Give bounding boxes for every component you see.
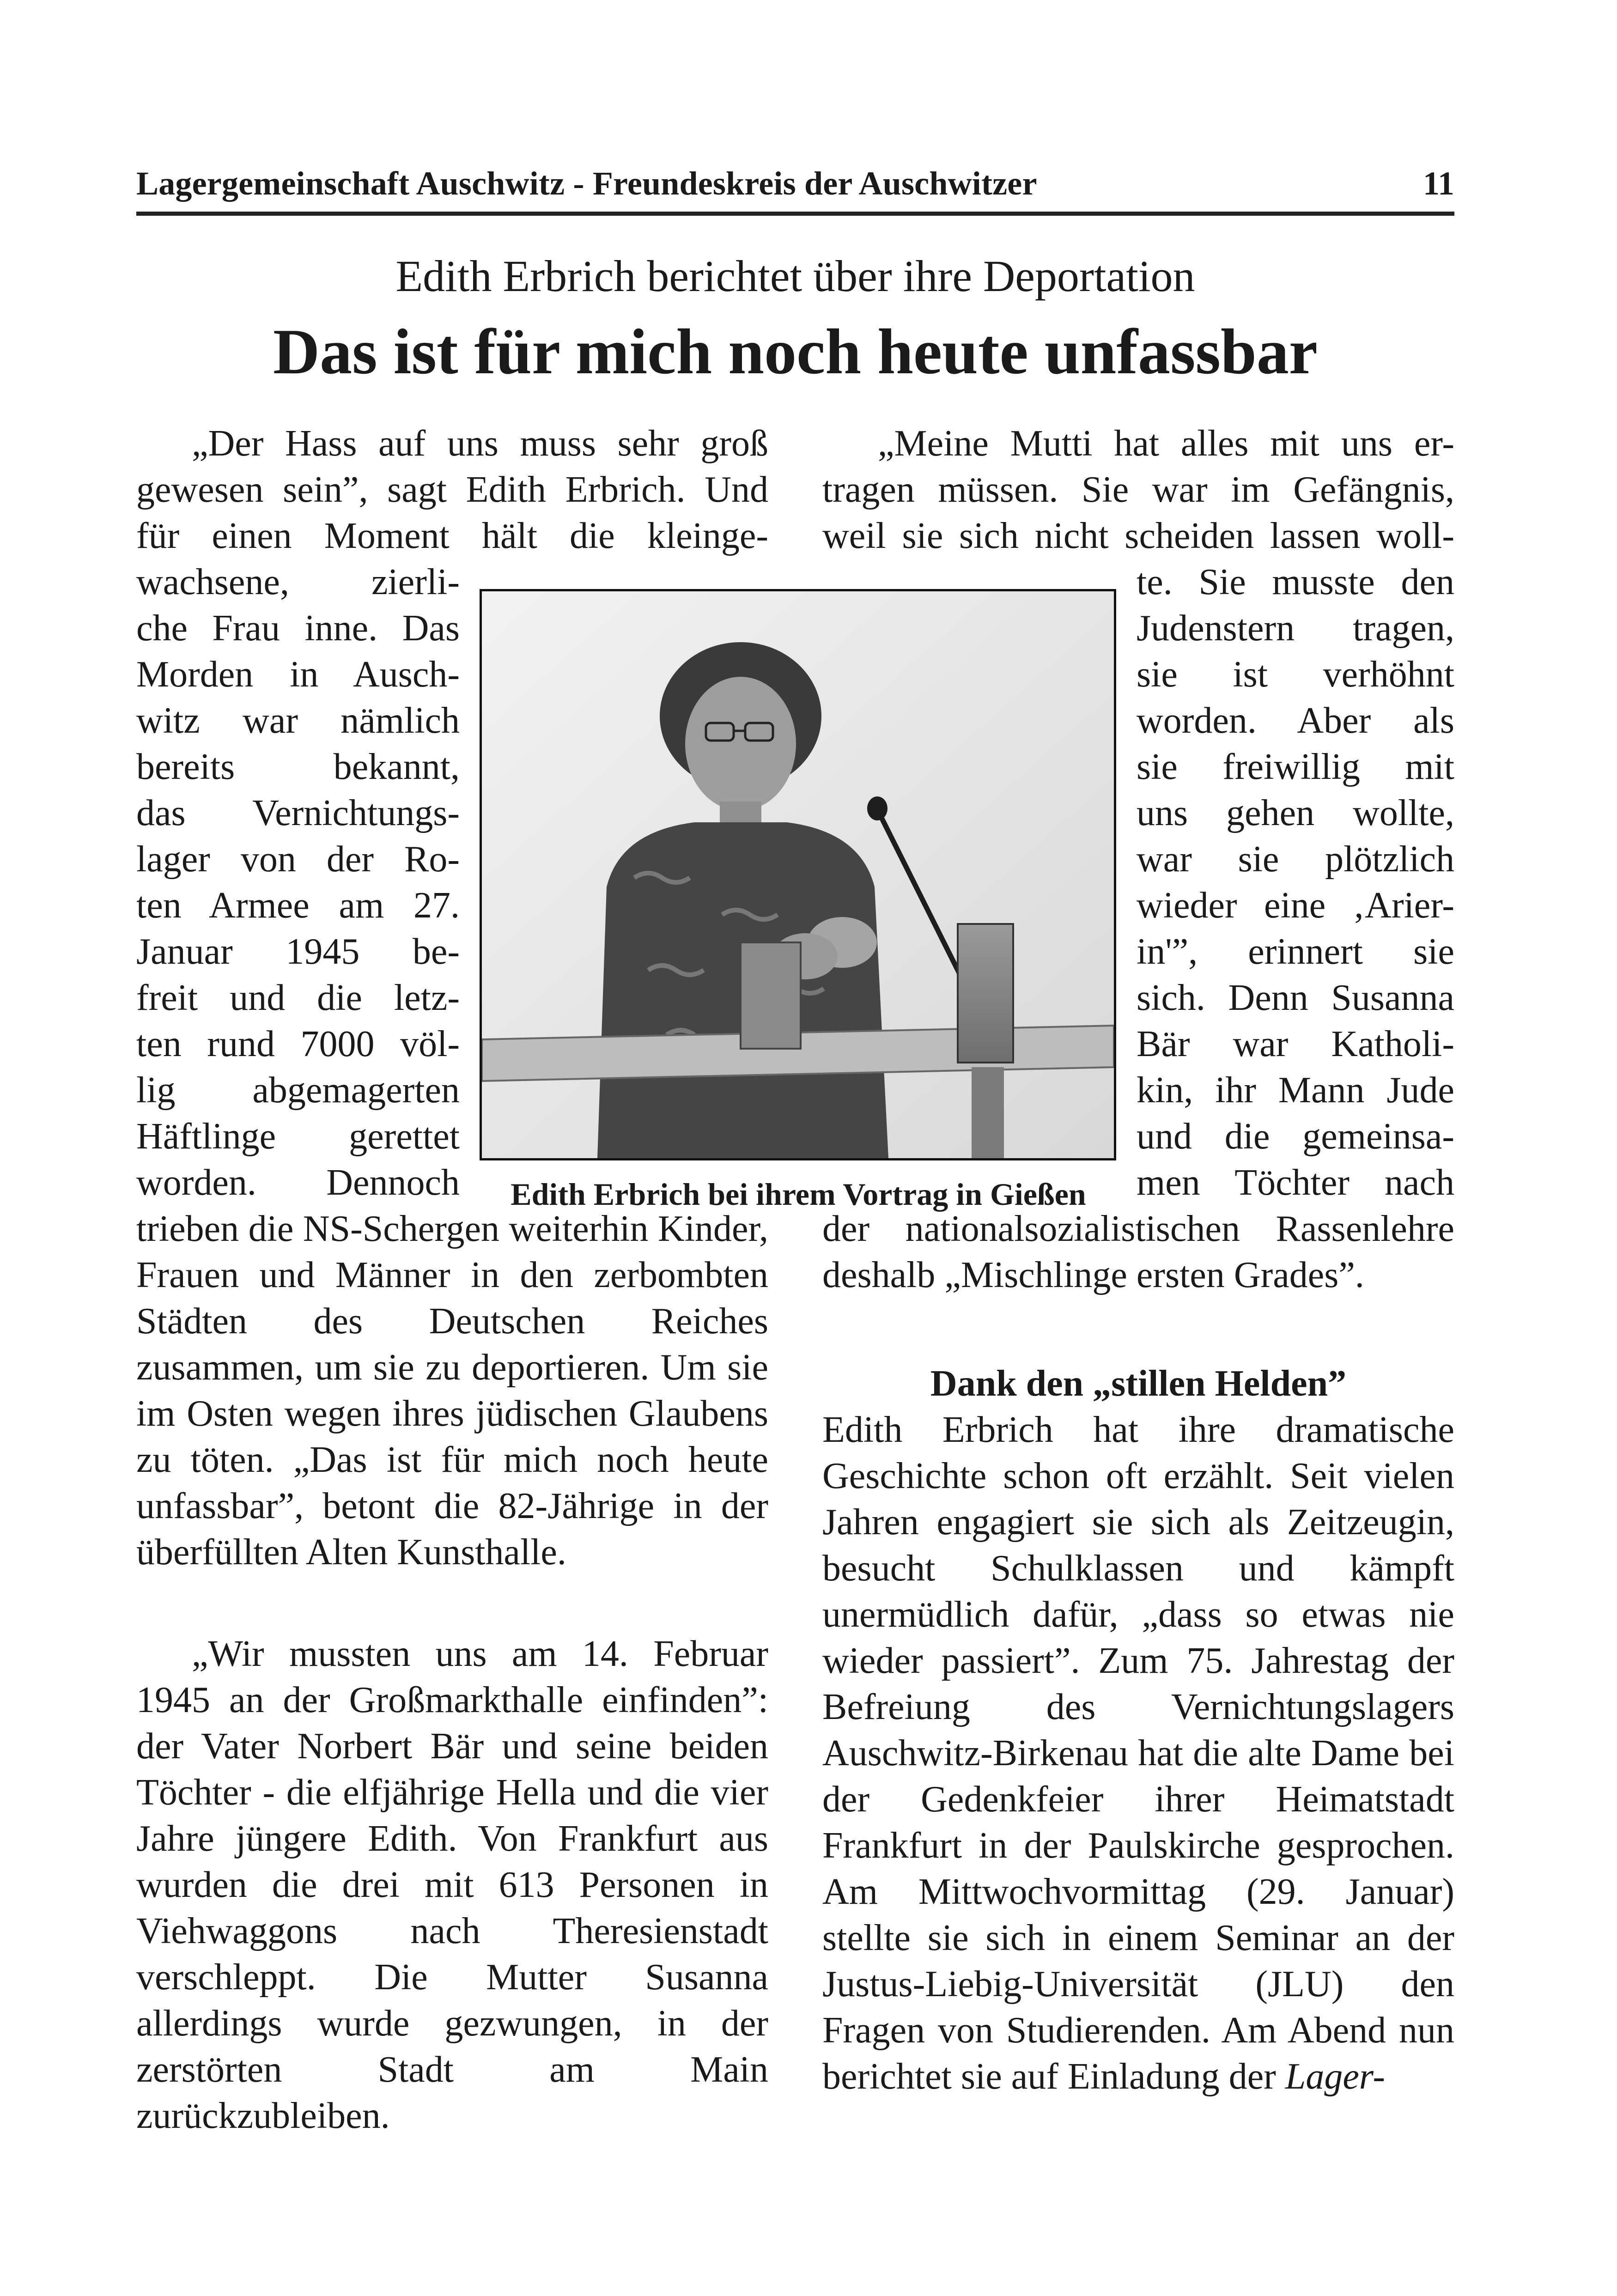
text-line: „Der Hass auf uns muss sehr groß	[192, 423, 768, 464]
col2-paragraph-2-text: Edith Erbrich hat ihre dramatische Geschichte schon oft erzählt. Seit vielen Jahren engagiert sie sich als Zeitzeugin, besucht Schulklassen und kämpft unermüdlich dafür, „dass so etwas nie wieder passiert”. Zum 75. Jahrestag der Befreiung des Vernichtungslagers Auschwitz-Birkenau hat die alte Dame bei der Gedenkfeier ihrer Heimatstadt Frankfurt in der Paulskirche gesprochen. Am Mittwochvormittag (29. Januar) stellte sie sich in einem Seminar an der Justus-Liebig-Universität (JLU) den Fragen von Studierenden. Am Abend nun berichtet sie auf Einladung der	[822, 1409, 1454, 2097]
text-line: sie freiwillig mit	[1137, 747, 1454, 787]
text-line: lager von der Ro-	[136, 839, 460, 880]
text-line: der nationalsozialistischen Rassenlehre	[822, 1209, 1454, 1249]
text-line: ten Armee am 27.	[136, 885, 460, 926]
col2-paragraph-2	[822, 1407, 1454, 2100]
text-line: Bär war Katholi-	[1137, 1024, 1454, 1064]
text-line: te. Sie musste den	[1137, 562, 1454, 602]
col1-paragraph-1-end: trieben die NS-Schergen weiterhin Kinder, Frauen und Männer in den zerbombten Städten des Deutschen Reiches zusammen, um sie zu deportieren. Um sie im Osten wegen ihres jüdischen Glaubens zu töten. „Das ist für mich noch heute unfassbar”, betont die 82-Jährige in der überfüllten Alten Kunsthalle.	[136, 1209, 768, 1573]
text-line: che Frau inne. Das	[136, 608, 460, 649]
text-line: lig abgemagerten	[136, 1070, 460, 1111]
article-headline: Das ist für mich noch heute unfassbar	[273, 316, 1318, 388]
speaker-photo	[480, 589, 1116, 1160]
journal-title: Lagergemeinschaft Auschwitz - Freundeskreis der Auschwitzer	[136, 165, 1037, 202]
text-line: das Vernichtungs-	[136, 793, 460, 833]
text-line: war sie plötzlich	[1137, 839, 1454, 880]
text-line: gewesen sein”, sagt Edith Erbrich. Und	[136, 469, 768, 510]
text-line: wieder eine ‚Arier-	[1137, 885, 1454, 926]
col1-paragraph-2: „Wir mussten uns am 14. Februar 1945 an der Großmarkthalle einfinden”: der Vater Norbert Bär und seine beiden Töchter - die elfjährige Hella und die vier Jahre jüngere Edith. Von Frankfurt aus wurden die drei mit 613 Personen in Viehwaggons nach Theresienstadt verschleppt. Die Mutter Susanna allerdings wurde gezwungen, in der zerstörten Stadt am Main zurückzubleiben.	[136, 1634, 768, 2136]
text-line: Morden in Ausch-	[136, 654, 460, 695]
text-line: witz war nämlich	[136, 700, 460, 741]
text-line: „Meine Mutti hat alles mit uns er-	[878, 423, 1454, 464]
text-line: Judenstern tragen,	[1137, 608, 1454, 649]
text-line: ten rund 7000 völ-	[136, 1024, 460, 1064]
text-line: Januar 1945 be-	[136, 931, 460, 972]
text-line: kin, ihr Mann Jude	[1137, 1070, 1454, 1111]
page-number: 11	[1422, 165, 1454, 202]
text-line: und die gemeinsa-	[1137, 1116, 1454, 1157]
col2-intro-lines	[822, 420, 1454, 559]
photo-caption: Edith Erbrich bei ihrem Vortrag in Gießen	[511, 1177, 1086, 1212]
col1-wrap-lines	[136, 559, 460, 1206]
running-head	[136, 156, 1454, 216]
text-line: deshalb „Mischlinge ersten Grades”.	[822, 1255, 1364, 1295]
col2-wrap-lines	[1137, 559, 1454, 1206]
text-line: men Töchter nach	[1137, 1162, 1454, 1203]
text-line: weil sie sich nicht scheiden lassen woll-	[822, 516, 1454, 556]
section-subheading: Dank den „stillen Helden”	[930, 1363, 1347, 1404]
text-line: freit und die letz-	[136, 978, 460, 1018]
italic-continuation: Lager-	[1285, 2056, 1386, 2097]
article-kicker: Edith Erbrich berichtet über ihre Deportation	[395, 251, 1195, 301]
text-line: für einen Moment hält die kleinge-	[136, 516, 768, 556]
text-line: in'”, erinnert sie	[1137, 931, 1454, 972]
speaker-photo-image	[482, 591, 1114, 1158]
text-line: worden. Aber als	[1137, 700, 1454, 741]
text-line: wachsene, zierli-	[136, 562, 460, 602]
text-line: tragen müssen. Sie war im Gefängnis,	[822, 469, 1454, 510]
text-line: Häftlinge gerettet	[136, 1116, 460, 1157]
text-line: sie ist verhöhnt	[1137, 654, 1454, 695]
text-line: worden. Dennoch	[136, 1162, 460, 1203]
text-line: uns gehen wollte,	[1137, 793, 1454, 833]
col1-intro-lines	[136, 420, 768, 559]
text-line: bereits bekannt,	[136, 747, 460, 787]
col2-paragraph-1-end	[822, 1206, 1454, 1298]
text-line: sich. Denn Susanna	[1137, 978, 1454, 1018]
